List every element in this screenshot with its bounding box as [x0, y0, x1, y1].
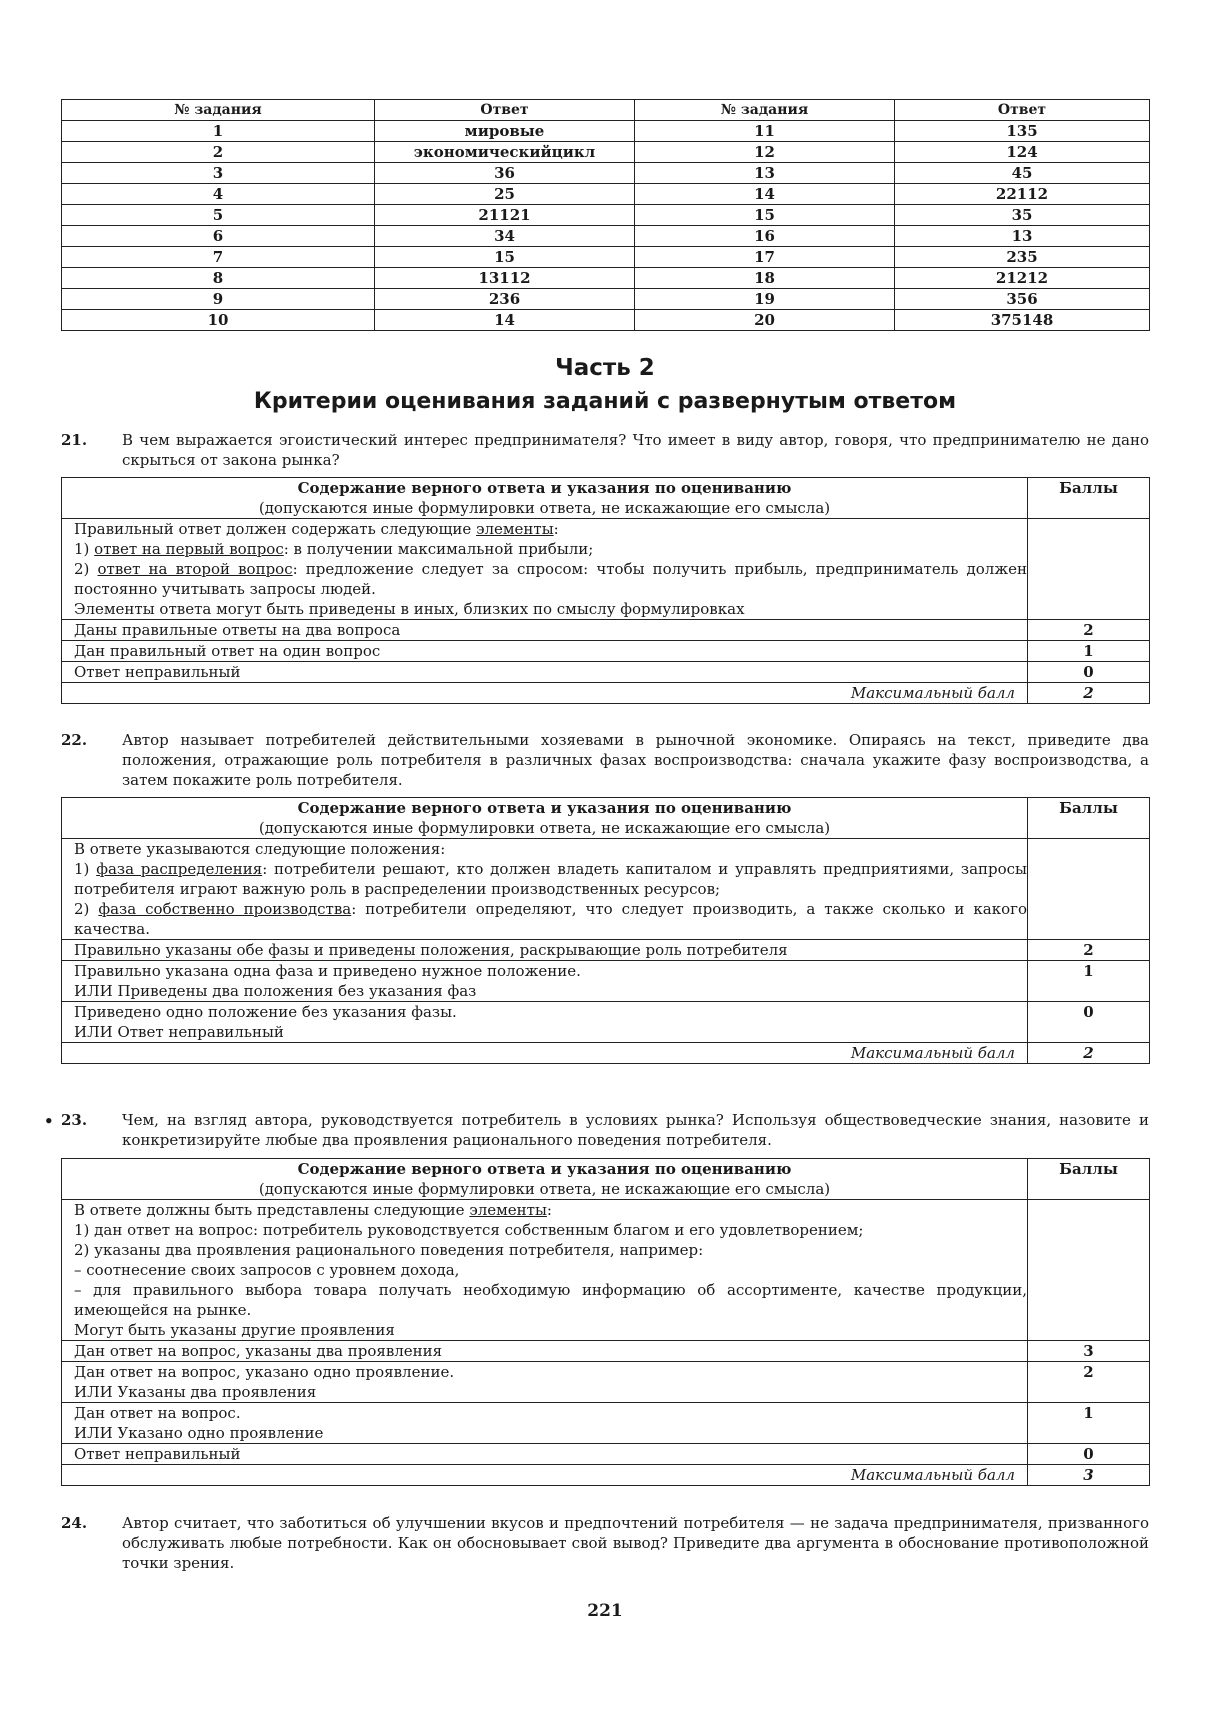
content-text: 2) указаны два проявления рационального поведения потребителя, например:: [74, 1241, 704, 1259]
content-note: Могут быть указаны другие проявления: [74, 1321, 395, 1339]
task-number: 1: [62, 121, 375, 142]
answer-content: [62, 519, 1028, 620]
content-text: :: [553, 520, 559, 538]
criteria-row: [62, 940, 1150, 961]
header-task-number: № задания: [62, 100, 375, 121]
header-task-number: № задания: [635, 100, 895, 121]
criteria-text: [62, 1444, 1028, 1465]
content-text: В ответе указываются следующие положения:: [74, 840, 446, 858]
content-text: Правильный ответ должен содержать следующие: [74, 520, 477, 538]
content-note: Элементы ответа могут быть приведены в иных, близких по смыслу формулировках: [74, 600, 745, 618]
answer-content-row: [62, 1200, 1150, 1341]
answer-value: 34: [375, 226, 635, 247]
max-score-value: 3: [1028, 1465, 1150, 1486]
content-underlined: фаза распределения: [96, 860, 263, 878]
criteria-row: [62, 961, 1150, 1002]
table-row: [62, 226, 1150, 247]
max-score-row: [62, 1043, 1150, 1064]
task-number: 16: [635, 226, 895, 247]
task-number: 4: [62, 184, 375, 205]
content-text: : в получении максимальной прибыли;: [283, 540, 594, 558]
answer-value: 14: [375, 310, 635, 331]
criteria-line: Ответ неправильный: [74, 1445, 241, 1463]
criteria-header-title: [62, 478, 1028, 519]
content-underlined: ответ на первый вопрос: [94, 540, 284, 558]
criteria-row: [62, 620, 1150, 641]
criteria-header: [62, 478, 1150, 519]
answer-value: экономическийцикл: [375, 142, 635, 163]
criteria-row: [62, 1002, 1150, 1043]
content-text: : потребители решают, кто должен владеть капиталом и управлять предприятиями, запросы потребителя играют важную роль в распределении производственных ресурсов;: [74, 860, 1027, 898]
content-underlined: элементы: [476, 520, 554, 538]
criteria-header-title: [62, 798, 1028, 839]
content-text: : предложение следует за спросом: чтобы получить прибыль, предприниматель должен постоянно учитывать запросы людей.: [74, 560, 1027, 598]
answer-value: 35: [895, 205, 1150, 226]
question-23: [61, 1110, 1149, 1150]
max-score-label: Максимальный балл: [62, 683, 1028, 704]
score-column-header: Баллы: [1028, 478, 1150, 519]
content-underlined: элементы: [469, 1201, 547, 1219]
content-text: 1): [74, 540, 95, 558]
criteria-text: [62, 1403, 1028, 1444]
score-value: 2: [1028, 1362, 1150, 1403]
page-number: 221: [587, 1601, 623, 1621]
score-cell-empty: [1028, 1200, 1150, 1341]
task-number: 19: [635, 289, 895, 310]
criteria-line: Правильно указана одна фаза и приведено нужное положение.: [74, 962, 581, 980]
table-row: [62, 205, 1150, 226]
question-number: 22.: [61, 731, 88, 749]
criteria-line: Дан ответ на вопрос, указаны два проявления: [74, 1342, 443, 1360]
task-number: 9: [62, 289, 375, 310]
criteria-title: Содержание верного ответа и указания по оцениванию: [297, 479, 792, 497]
question-number: 21.: [61, 431, 88, 449]
task-number: 8: [62, 268, 375, 289]
criteria-subtitle: (допускаются иные формулировки ответа, не искажающие его смысла): [258, 499, 831, 517]
question-text: В чем выражается эгоистический интерес предпринимателя? Что имеет в виду автор, говоря, что предпринимателю не дано скрыться от закона рынка?: [122, 431, 1149, 469]
answer-content-row: [62, 839, 1150, 940]
content-underlined: ответ на второй вопрос: [97, 560, 293, 578]
answer-value: 45: [895, 163, 1150, 184]
criteria-row: [62, 662, 1150, 683]
answer-content: [62, 1200, 1028, 1341]
table-row: [62, 184, 1150, 205]
task-number: 18: [635, 268, 895, 289]
answer-value: 375148: [895, 310, 1150, 331]
table-row: [62, 163, 1150, 184]
question-text: Чем, на взгляд автора, руководствуется потребитель в условиях рынка? Используя обществоведческие знания, назовите и конкретизируйте любые два проявления рационального поведения потребителя.: [122, 1111, 1149, 1149]
task-number: 7: [62, 247, 375, 268]
max-score-row: [62, 683, 1150, 704]
answer-value: 36: [375, 163, 635, 184]
max-score-value: 2: [1028, 1043, 1150, 1064]
answer-content: [62, 839, 1028, 940]
task-number: 10: [62, 310, 375, 331]
answer-value: мировые: [375, 121, 635, 142]
answer-value: 235: [895, 247, 1150, 268]
criteria-row: [62, 641, 1150, 662]
question-21: [61, 430, 1149, 470]
table-row: [62, 310, 1150, 331]
criteria-text: Дан правильный ответ на один вопрос: [62, 641, 1028, 662]
criteria-row: [62, 1341, 1150, 1362]
task-number: 11: [635, 121, 895, 142]
task-number: 17: [635, 247, 895, 268]
table-row: [62, 247, 1150, 268]
question-24: [61, 1513, 1149, 1573]
content-text: В ответе должны быть представлены следующие: [74, 1201, 470, 1219]
task-number: 5: [62, 205, 375, 226]
content-underlined: фаза собственно производства: [98, 900, 352, 918]
score-column-header: Баллы: [1028, 1159, 1150, 1200]
criteria-table-22: [61, 797, 1150, 1064]
content-text: – для правильного выбора товара получать необходимую информацию об ассортименте, качестве продукции, имеющейся на рынке.: [74, 1281, 1027, 1319]
criteria-line: Приведено одно положение без указания фазы.: [74, 1003, 457, 1021]
criteria-line: ИЛИ Ответ неправильный: [74, 1023, 284, 1041]
answer-value: 21212: [895, 268, 1150, 289]
criteria-line: Дан ответ на вопрос, указано одно проявление.: [74, 1363, 455, 1381]
max-score-label: Максимальный балл: [62, 1465, 1028, 1486]
criteria-row: [62, 1444, 1150, 1465]
answer-value: 21121: [375, 205, 635, 226]
header-answer: Ответ: [895, 100, 1150, 121]
criteria-line: Дан ответ на вопрос.: [74, 1404, 241, 1422]
criteria-text: [62, 940, 1028, 961]
answer-value: 236: [375, 289, 635, 310]
header-answer: Ответ: [375, 100, 635, 121]
score-column-header: Баллы: [1028, 798, 1150, 839]
max-score-label: Максимальный балл: [62, 1043, 1028, 1064]
task-number: 20: [635, 310, 895, 331]
section-title: Критерии оценивания заданий с развернутым ответом: [253, 389, 957, 414]
content-text: 2): [74, 900, 99, 918]
answer-content-row: [62, 519, 1150, 620]
question-number: 24.: [61, 1514, 88, 1532]
answer-value: 124: [895, 142, 1150, 163]
answers-table: [61, 99, 1150, 331]
criteria-table-23: [61, 1158, 1150, 1486]
max-score-row: [62, 1465, 1150, 1486]
criteria-header: [62, 798, 1150, 839]
max-score-value: 2: [1028, 683, 1150, 704]
score-value: 0: [1028, 1444, 1150, 1465]
criteria-subtitle: (допускаются иные формулировки ответа, не искажающие его смысла): [258, 1180, 831, 1198]
task-number: 12: [635, 142, 895, 163]
score-value: 3: [1028, 1341, 1150, 1362]
criteria-text: [62, 961, 1028, 1002]
task-number: 14: [635, 184, 895, 205]
criteria-title: Содержание верного ответа и указания по оцениванию: [297, 1160, 792, 1178]
task-number: 13: [635, 163, 895, 184]
table-row: [62, 121, 1150, 142]
criteria-text: [62, 1341, 1028, 1362]
content-text: : потребители определяют, что следует производить, а также сколько и какого качества.: [74, 900, 1027, 938]
answer-value: 13112: [375, 268, 635, 289]
table-row: [62, 289, 1150, 310]
margin-dot: •: [44, 1112, 54, 1130]
table-row: [62, 142, 1150, 163]
question-number: 23.: [61, 1111, 88, 1129]
criteria-line: Правильно указаны обе фазы и приведены положения, раскрывающие роль потребителя: [74, 941, 788, 959]
task-number: 3: [62, 163, 375, 184]
question-text: Автор считает, что заботиться об улучшении вкусов и предпочтений потребителя — не задача предпринимателя, призванного обслуживать любые потребности. Как он обосновывает свой вывод? Приведите два аргумента в обоснование противоположной точки зрения.: [122, 1514, 1149, 1572]
answer-value: 356: [895, 289, 1150, 310]
score-value: 1: [1028, 961, 1150, 1002]
criteria-subtitle: (допускаются иные формулировки ответа, не искажающие его смысла): [258, 819, 831, 837]
answer-value: 13: [895, 226, 1150, 247]
score-cell-empty: [1028, 839, 1150, 940]
question-text: Автор называет потребителей действительными хозяевами в рыночной экономике. Опираясь на текст, приведите два положения, отражающие роль потребителя в различных фазах воспроизводства: сначала укажите фазу воспроизводства, а затем покажите роль потребителя.: [122, 731, 1149, 789]
score-value: 1: [1028, 641, 1150, 662]
criteria-row: [62, 1403, 1150, 1444]
content-text: 2): [74, 560, 98, 578]
criteria-title: Содержание верного ответа и указания по оцениванию: [297, 799, 792, 817]
criteria-header: [62, 1159, 1150, 1200]
task-number: 15: [635, 205, 895, 226]
content-text: 1) дан ответ на вопрос: потребитель руководствуется собственным благом и его удовлетворением;: [74, 1221, 864, 1239]
criteria-text: [62, 1002, 1028, 1043]
criteria-line: ИЛИ Указано одно проявление: [74, 1424, 324, 1442]
criteria-text: Ответ неправильный: [62, 662, 1028, 683]
score-value: 2: [1028, 940, 1150, 961]
criteria-header-title: [62, 1159, 1028, 1200]
task-number: 6: [62, 226, 375, 247]
score-value: 1: [1028, 1403, 1150, 1444]
criteria-line: ИЛИ Указаны два проявления: [74, 1383, 317, 1401]
answer-value: 22112: [895, 184, 1150, 205]
task-number: 2: [62, 142, 375, 163]
part-title: Часть 2: [555, 355, 655, 381]
score-cell-empty: [1028, 519, 1150, 620]
answer-value: 135: [895, 121, 1150, 142]
answers-table-header: [62, 100, 1150, 121]
content-text: :: [546, 1201, 552, 1219]
question-22: [61, 730, 1149, 790]
answer-value: 15: [375, 247, 635, 268]
criteria-text: Даны правильные ответы на два вопроса: [62, 620, 1028, 641]
criteria-row: [62, 1362, 1150, 1403]
score-value: 0: [1028, 662, 1150, 683]
criteria-line: ИЛИ Приведены два положения без указания фаз: [74, 982, 477, 1000]
criteria-table-21: [61, 477, 1150, 704]
answer-value: 25: [375, 184, 635, 205]
score-value: 0: [1028, 1002, 1150, 1043]
criteria-text: [62, 1362, 1028, 1403]
score-value: 2: [1028, 620, 1150, 641]
table-row: [62, 268, 1150, 289]
content-text: 1): [74, 860, 97, 878]
content-text: – соотнесение своих запросов с уровнем дохода,: [74, 1261, 460, 1279]
